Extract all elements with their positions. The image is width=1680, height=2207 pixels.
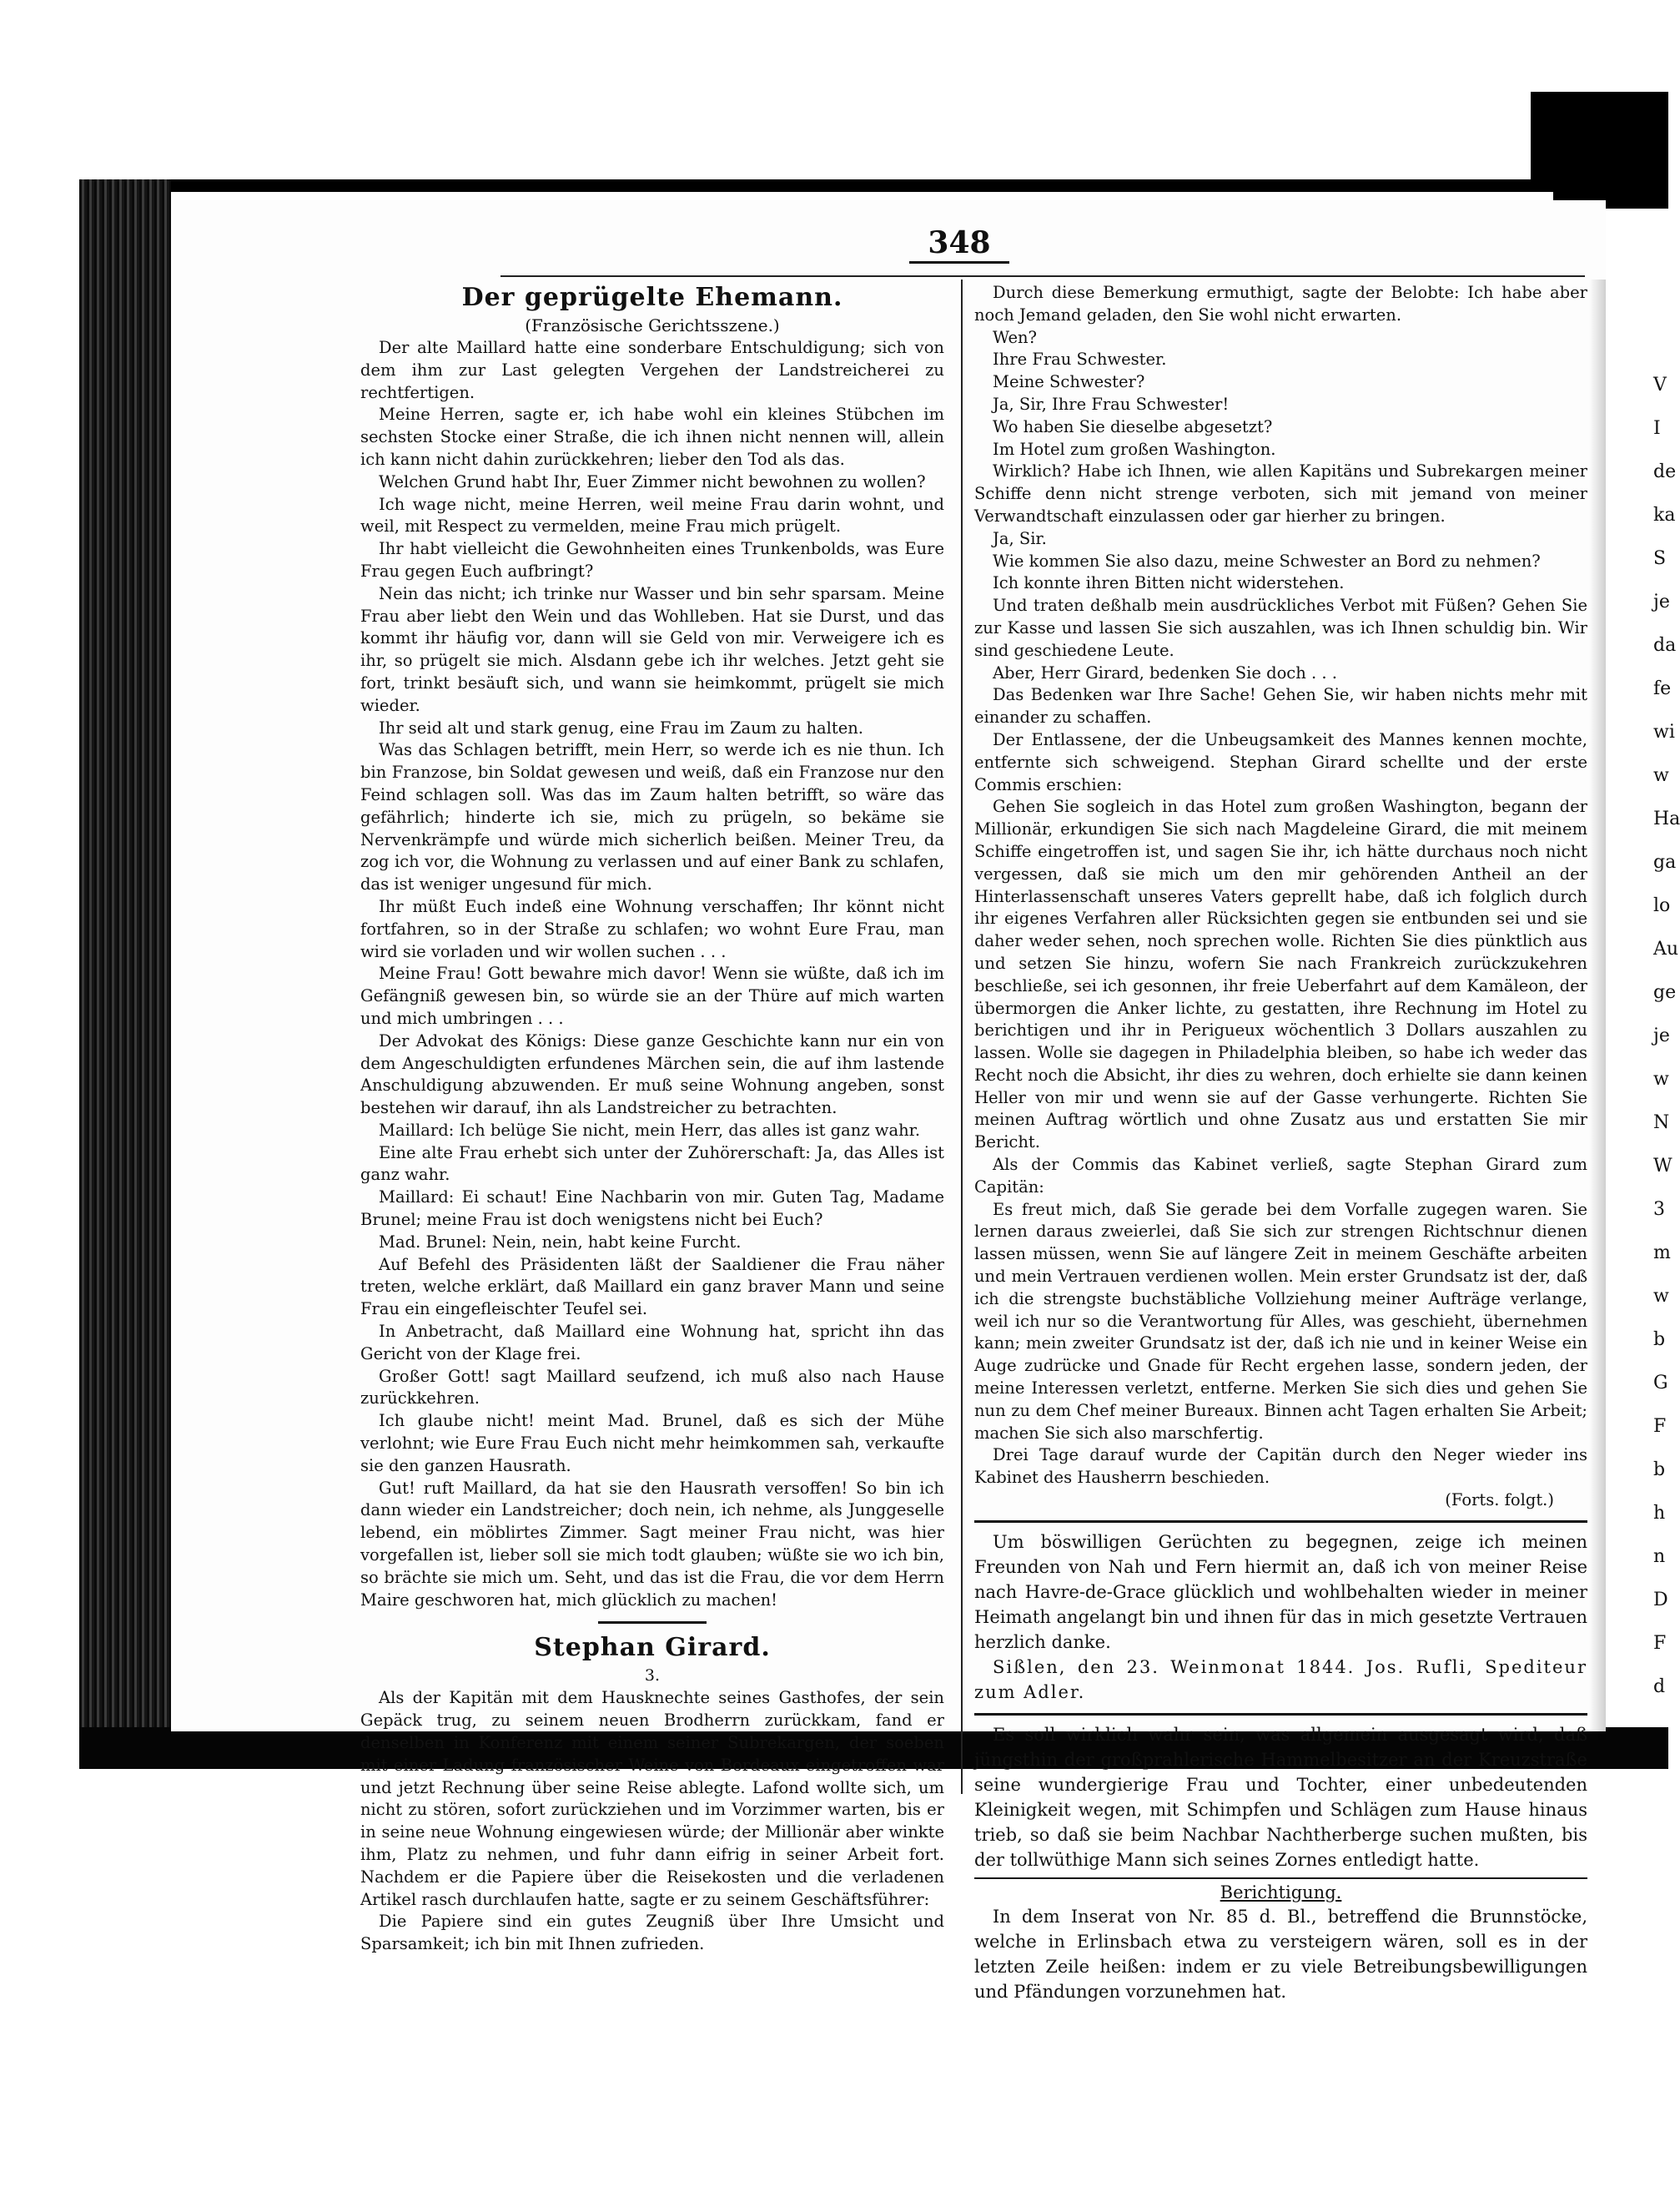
adjacent-page-fragment: w: [1653, 765, 1669, 786]
adjacent-page-fragment: m: [1653, 1242, 1671, 1263]
paragraph: Als der Commis das Kabinet verließ, sagte Stephan Girard zum Capitän:: [974, 1155, 1587, 1197]
book-page-edges: [79, 179, 171, 1748]
adjacent-page-fragment: W: [1653, 1156, 1672, 1177]
header-rule: [500, 275, 1585, 277]
paragraph: Wirklich? Habe ich Ihnen, wie allen Kapitäns und Subrekargen meiner Schiffe denn nicht strenge verboten, sich mit jemand von meiner Verwandtschaft einzulassen oder gar hierher zu bringen.: [974, 461, 1587, 526]
paragraph: Wie kommen Sie also dazu, meine Schwester an Bord zu nehmen?: [993, 551, 1541, 571]
paragraph: Auf Befehl des Präsidenten läßt der Saaldiener die Frau näher treten, welche erklärt, daß Maillard ein ganz braver Mann und seine Frau ein eingefleischter Teufel sei.: [360, 1254, 944, 1319]
paragraph: Gehen Sie sogleich in das Hotel zum großen Washington, begann der Millionär, erkundigen Sie sich nach Magdeleine Girard, die mit meinem Schiffe eingetroffen ist, und sagen Sie ihr, ich hätte durchaus noch nicht vergessen, daß sie mich um den mir gehörenden Antheil an der Hinterlassenschaft unseres Vaters geprellt habe, daß ich folglich durch ihr eigenes Verfahren aller Rücksichten gegen sie entbunden sei und sie daher weder sehen, noch sprechen wolle. Richten Sie dies pünktlich aus und setzen Sie hinzu, wofern Sie nach Frankreich zurückzukehren beschließe, sei ich gesonnen, ihr freie Ueberfahrt auf dem Kamäleon, der übermorgen die Anker lichte, zu gestatten, ihre Rechnung im Hotel zu berichtigen und ihr in Perigueux wöchentlich 3 Dollars auszahlen zu lassen. Wolle sie dagegen in Philadelphia bleiben, so habe ich weder das Recht noch die Absicht, ihr dies zu wehren, doch erhielte sie dann keinen Heller von mir und wenn sie auf der Gasse verhungerte. Richten Sie meinen Auftrag wörtlich und ohne Zusatz aus und erstatten Sie mir Bericht.: [974, 797, 1587, 1152]
continued-note: (Forts. folgt.): [1445, 1490, 1554, 1510]
adjacent-page-fragment: n: [1653, 1546, 1666, 1567]
paragraph: In Anbetracht, daß Maillard eine Wohnung hat, spricht ihn das Gericht von der Klage frei.: [360, 1322, 944, 1363]
adjacent-page-fragment: w: [1653, 1286, 1669, 1307]
adjacent-page-fragment: Au: [1653, 939, 1679, 960]
story2-title: Stephan Girard.: [534, 1633, 771, 1663]
paragraph: Es freut mich, daß Sie gerade bei dem Vorfalle zugegen waren. Sie lernen daraus zweierlei, daß Sie sich zur strengen Richtschnur dienen lassen müssen, wenn Sie auf längere Zeit in meinem Geschäfte arbeiten und mein Vertrauen verdienen wollen. Mein erster Grundsatz ist der, daß ich die strengste buchstäbliche Vollziehung meiner Aufträge verlange, weil ich nur so die Verantwortung für Alles, was geschieht, übernehmen kann; mein zweiter Grundsatz ist der, daß ich nie und in keiner Weise ein Auge zudrücke und Gnade für Recht ergehen lasse, sondern jeden, der meine Interessen verletzt, entferne. Merken Sie sich dies und gehen Sie nun zu dem Chef meiner Bureaux. Binnen acht Tagen erhalten Sie Arbeit; machen Sie sich also marschfertig.: [974, 1199, 1587, 1443]
paragraph: Ihre Frau Schwester.: [993, 350, 1167, 370]
adjacent-page-fragment: ga: [1653, 852, 1677, 873]
adjacent-page-fragment: ge: [1653, 982, 1677, 1003]
paragraph: Mad. Brunel: Nein, nein, habt keine Furcht.: [379, 1232, 742, 1252]
adjacent-page-fragment: F: [1653, 1633, 1667, 1654]
page-number-underline: [909, 261, 1009, 264]
adjacent-page-fragment: b: [1653, 1329, 1666, 1350]
paragraph: Der alte Maillard hatte eine sonderbare Entschuldigung; sich von dem ihm zur Last gelegten Vergehen der Landstreicherei zu rechtfertigen.: [360, 338, 944, 402]
story-subtitle: (Französische Gerichtsszene.): [525, 315, 780, 335]
paragraph: Nein das nicht; ich trinke nur Wasser und bin sehr sparsam. Meine Frau aber liebt den Wein und das Wohlleben. Hat sie Durst, und das kommt ihr häufig vor, dann will sie Geld von mir. Verweigere ich es ihr, so prügelt sie mich. Alsdann gebe ich ihr welches. Jetzt geht sie fort, trinkt besäuft sich, und wann sie heimkommt, prügelt sie mich wieder.: [360, 583, 944, 715]
paragraph: Der Advokat des Königs: Diese ganze Geschichte kann nur ein von dem Angeschuldigten erfundenes Märchen sein, die auf ihm lastende Anschuldigung abzuwenden. Er muß seine Wohnung angeben, sonst bestehen wir darauf, ihn als Landstreicher zu betrachten.: [360, 1030, 944, 1118]
section-number: 3.: [644, 1666, 661, 1685]
paragraph: Ja, Sir.: [993, 528, 1047, 548]
left-column: [360, 282, 944, 1956]
correction-text: In dem Inserat von Nr. 85 d. Bl., betreffend die Brunnstöcke, welche in Erlinsbach etwa zu versteigern wären, soll es in der letzten Zeile heißen: indem er zu viele Betreibungsbewilligungen und Pfändungen vorzunehmen hat.: [974, 1906, 1587, 2002]
advertisement-rumor: [974, 1722, 1587, 1872]
page-number: 348: [928, 225, 991, 260]
adjacent-page-fragment: d: [1653, 1676, 1666, 1697]
ad-text: Um böswilligen Gerüchten zu begegnen, zeige ich meinen Freunden von Nah und Fern hiermit an, daß ich von meiner Reise nach Havre-de-Grace glücklich und wohlbehalten wieder in meiner Heimath angelangt bin und ihnen für das in mich gesetzte Vertrauen herzlich danke.: [974, 1531, 1587, 1652]
ad-place-date: [974, 1655, 1587, 1705]
adjacent-page-fragment: b: [1653, 1459, 1666, 1480]
adjacent-page-fragment: w: [1653, 1069, 1669, 1090]
column-divider: [961, 280, 963, 1794]
paragraph: Das Bedenken war Ihre Sache! Gehen Sie, wir haben nichts mehr mit einander zu schaffen.: [974, 685, 1587, 728]
ad2-text: Es soll wirklich wahr sein, was allgemein ausgesagt wird, daß jüngsthin der großprahlerische Hammelbesitzer an der Kreuzstraße seine wundergierige Frau und Tochter, einer unbedeutenden Kleinigkeit wegen, mit Schimpfen und Schlägen zum Hause hinaus trieb, so daß sie beim Nachbar Nachtherberge suchen mußten, bis der tollwüthige Mann sich seines Zornes entledigt hatte.: [974, 1724, 1587, 1870]
paragraph: Was das Schlagen betrifft, mein Herr, so werde ich es nie thun. Ich bin Franzose, bin Soldat gewesen und weiß, daß ein Franzose nur den Feind schlagen soll. Was das im Zaum halten betrifft, so wäre das gefährlich; hinderte ich sie, mich zu prügeln, so bekäme sie Nervenkrämpfe und würde mich sicherlich beißen. Meiner Treu, da zog ich vor, die Wohnung zu verlassen und auf einer Bank zu schlafen, das ist weniger ungesund für mich.: [360, 740, 944, 894]
adjacent-page-fragment: Ha: [1653, 809, 1680, 829]
paragraph: Welchen Grund habt Ihr, Euer Zimmer nicht bewohnen zu wollen?: [379, 471, 926, 491]
paragraph: Meine Schwester?: [993, 372, 1145, 392]
paragraph: Ihr seid alt und stark genug, eine Frau im Zaum zu halten.: [379, 718, 864, 738]
paragraph: Als der Kapitän mit dem Hausknechte seines Gasthofes, der sein Gepäck trug, zu seinem neuen Brodherrn zurückkam, fand er denselben in Konferenz mit einem seiner Subrekargen, der soeben mit einer Ladung französischer Weine von Bordeaux eingetroffen war und jetzt Rechnung über seine Reise ablegte. Lafond wollte sich, um nicht zu stören, sofort zurückziehen und im Vorzimmer warten, bis er in seine neue Wohnung eingewiesen würde; der Millionär aber winkte ihm, Platz zu nehmen, und fuhr dann eifrig in seiner Arbeit fort. Nachdem er die Papiere über die Reisekosten und die verladenen Artikel rasch durchlaufen hatte, sagte er zu seinem Geschäftsführer:: [360, 1688, 944, 1909]
paragraph: Meine Herren, sagte er, ich habe wohl ein kleines Stübchen im sechsten Stocke einer Straße, die ich ihnen nicht nennen will, allein ich kann nicht dahin zurückkehren; lieber den Tod als das.: [360, 405, 944, 469]
paragraph: Maillard: Ich belüge Sie nicht, mein Herr, das alles ist ganz wahr.: [379, 1120, 921, 1140]
paragraph: Wen?: [993, 327, 1038, 347]
story-continuation: [974, 282, 1587, 1489]
adjacent-page-fragment: D: [1653, 1590, 1668, 1610]
paragraph: Im Hotel zum großen Washington.: [993, 439, 1276, 459]
paragraph: Aber, Herr Girard, bedenken Sie doch . . .: [993, 663, 1337, 683]
paragraph: Maillard: Ei schaut! Eine Nachbarin von mir. Guten Tag, Madame Brunel; meine Frau ist doch wenigstens nicht bei Euch?: [360, 1187, 944, 1230]
right-column: [974, 282, 1587, 2004]
paragraph: Und traten deßhalb mein ausdrückliches Verbot mit Füßen? Gehen Sie zur Kasse und lassen Sie sich auszahlen, was ich Ihnen schuldig bin. Wir sind geschiedene Leute.: [974, 596, 1587, 660]
adjacent-page-fragment: N: [1653, 1112, 1670, 1133]
paragraph: Ihr müßt Euch indeß eine Wohnung verschaffen; Ihr könnt nicht fortfahren, so in der Straße zu schlafen; wo wohnt Eure Frau, man wird sie vorladen und wir wollen suchen . . .: [360, 896, 944, 961]
paragraph: Ich wage nicht, meine Herren, weil meine Frau darin wohnt, und weil, mit Respect zu vermelden, meine Frau mich prügelt.: [360, 494, 944, 537]
adjacent-page-fragment: S: [1653, 548, 1667, 569]
paragraph: Gut! ruft Maillard, da hat sie den Hausrath versoffen! So bin ich dann wieder ein Landstreicher; doch nein, ich nehme, als Junggeselle lebend, ein möblirtes Zimmer. Sagt meiner Frau nicht, was hier vorgefallen ist, lieber soll sie mich todt glauben; wüßte sie wo ich bin, so brächte sie mich um. Seht, und das ist die Frau, die vor dem Herrn Maire geschworen hat, mich glücklich zu machen!: [360, 1478, 944, 1610]
paragraph: Wo haben Sie dieselbe abgesetzt?: [993, 416, 1273, 436]
adjacent-page-fragment: 3: [1653, 1199, 1665, 1220]
scan-dark-corner: [1553, 92, 1668, 209]
correction-notice: [974, 1881, 1587, 2004]
paragraph: Durch diese Bemerkung ermuthigt, sagte der Belobte: Ich habe aber noch Jemand geladen, den Sie wohl nicht erwarten.: [974, 283, 1587, 325]
paragraph: Drei Tage darauf wurde der Capitän durch den Neger wieder ins Kabinet des Hausherrn beschieden.: [974, 1445, 1587, 1488]
adjacent-page-fragment: I: [1653, 418, 1661, 439]
adjacent-page-fragment: de: [1653, 461, 1677, 482]
adjacent-page-fragment: F: [1653, 1416, 1667, 1437]
advertisement-notice: [974, 1529, 1587, 1705]
ad-divider-2: [974, 1713, 1587, 1716]
adjacent-page-fragment: da: [1653, 635, 1677, 656]
page-gutter-shadow: [1589, 280, 1606, 1740]
correction-title: Berichtigung.: [1220, 1882, 1342, 1902]
ad-divider: [974, 1520, 1587, 1523]
paragraph: Die Papiere sind ein gutes Zeugniß über Ihre Umsicht und Sparsamkeit; ich bin mit Ihnen zufrieden.: [360, 1912, 944, 1954]
story-body: [360, 337, 944, 1611]
ad-date: Sißlen, den 23. Weinmonat 1844.: [993, 1656, 1356, 1677]
paragraph: Ich konnte ihren Bitten nicht widerstehen.: [993, 573, 1345, 593]
paragraph: Ja, Sir, Ihre Frau Schwester!: [993, 394, 1230, 414]
adjacent-page-fragment: je: [1653, 592, 1670, 612]
paragraph: Großer Gott! sagt Maillard seufzend, ich muß also nach Hause zurückkehren.: [360, 1366, 944, 1408]
adjacent-page-fragment: ka: [1653, 505, 1676, 526]
ad-divider-3: [974, 1877, 1587, 1879]
paragraph: Ihr habt vielleicht die Gewohnheiten eines Trunkenbolds, was Eure Frau gegen Euch aufbringt?: [360, 539, 944, 581]
story2-body: [360, 1687, 944, 1956]
story-title: Der geprügelte Ehemann.: [461, 283, 843, 312]
adjacent-page-fragment: je: [1653, 1025, 1670, 1046]
adjacent-page-fragment: h: [1653, 1503, 1666, 1524]
paragraph: Meine Frau! Gott bewahre mich davor! Wenn sie wüßte, daß ich im Gefängniß gewesen bin, so würde sie an der Thüre auf mich warten und mich umbringen . . .: [360, 964, 944, 1028]
paragraph: Der Entlassene, der die Unbeugsamkeit des Mannes kennen mochte, entfernte sich schweigend. Stephan Girard schellte und der erste Commis erschien:: [974, 729, 1587, 794]
adjacent-page-fragment: lo: [1653, 895, 1671, 916]
adjacent-page-fragment: fe: [1653, 678, 1672, 699]
scan-white-margin: [79, 92, 1531, 179]
paragraph: Ich glaube nicht! meint Mad. Brunel, daß es sich der Mühe verlohnt; wie Eure Frau Euch nicht mehr heimkommen sah, verkaufte sie den ganzen Hausrath.: [360, 1411, 944, 1475]
ad-signature: Jos. Rufli, Spediteur zum Adler.: [974, 1656, 1587, 1702]
adjacent-page-fragment: wi: [1653, 722, 1675, 743]
paragraph: Eine alte Frau erhebt sich unter der Zuhörerschaft: Ja, das Alles ist ganz wahr.: [360, 1142, 944, 1185]
adjacent-page-fragment: G: [1653, 1373, 1668, 1393]
section-divider: [598, 1621, 707, 1624]
adjacent-page-fragment: V: [1653, 375, 1667, 396]
